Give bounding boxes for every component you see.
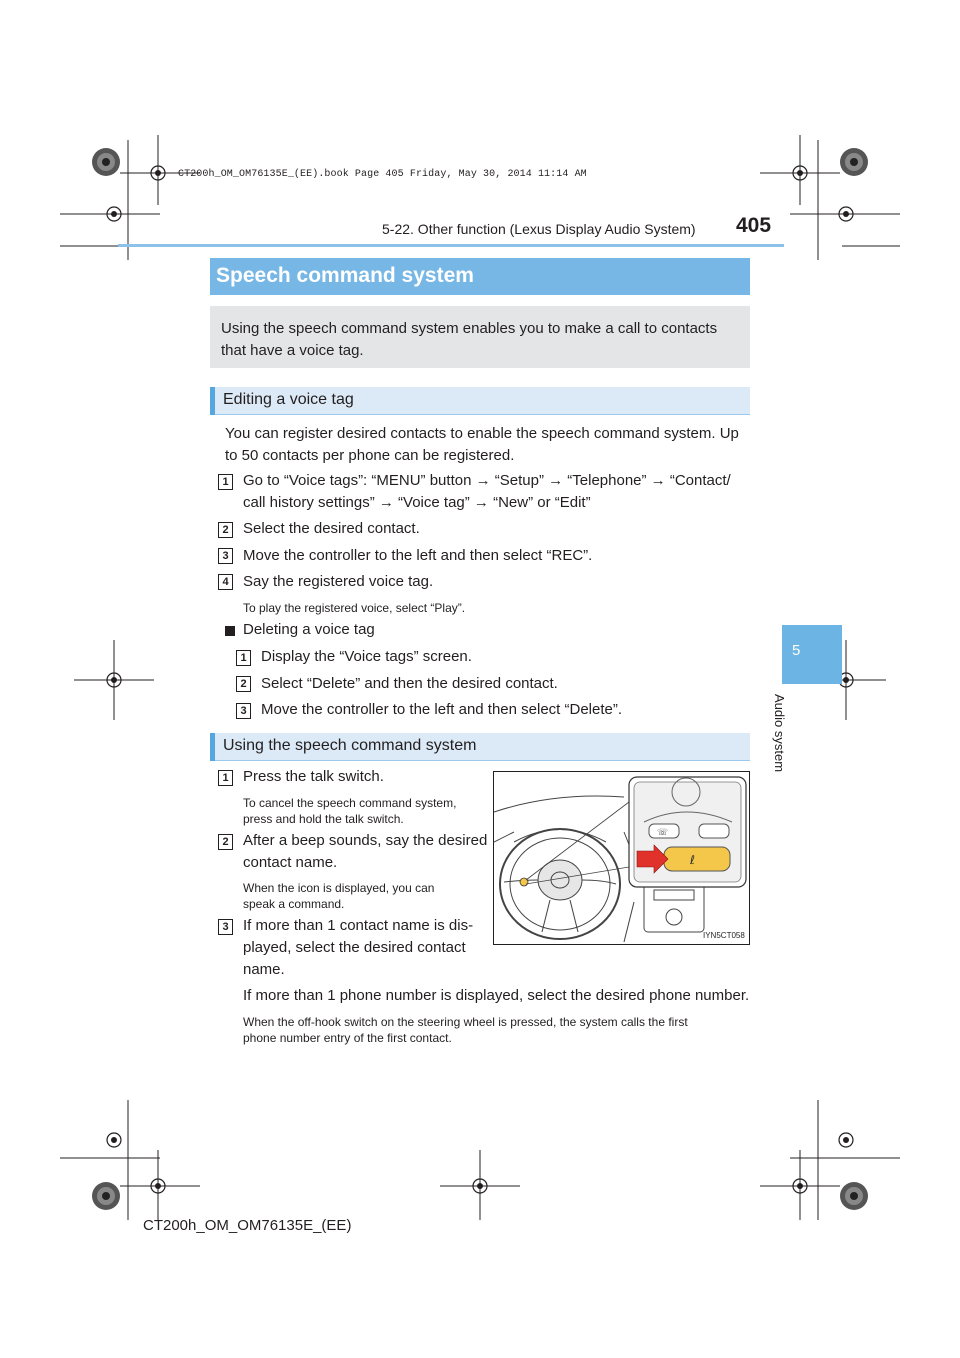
using-extra-note-line2: phone number entry of the first contact.: [243, 1031, 452, 1045]
deleting-step-1: Display the “Voice tags” screen.: [261, 648, 472, 665]
editing-step-4: Say the registered voice tag.: [243, 573, 434, 590]
intro-box: [210, 306, 750, 368]
subsection-using-title: Using the speech command system: [223, 737, 477, 754]
editing-step-2: Select the desired contact.: [243, 520, 420, 537]
subsection-using-header: [210, 733, 750, 761]
square-bullet-icon: [225, 626, 235, 636]
using-step-2-note-line2: speak a command.: [243, 897, 345, 911]
editing-step-1-line2: call history settings” → “Voice tag” → “New” or “Edit”: [243, 494, 591, 511]
using-step-2-line2: contact name.: [243, 854, 338, 871]
footer-document-id: CT200h_OM_OM76135E_(EE): [143, 1217, 352, 1234]
steering-wheel-illustration: [493, 771, 750, 945]
page-number: 405: [736, 214, 772, 237]
editing-step-4-note: To play the registered voice, select “Play”.: [243, 601, 466, 615]
svg-text:☏: ☏: [657, 828, 669, 838]
deleting-title: Deleting a voice tag: [243, 621, 375, 638]
using-step-1: Press the talk switch.: [243, 768, 384, 785]
subsection-editing-title: Editing a voice tag: [223, 391, 354, 408]
chapter-title: 5-22. Other function (Lexus Display Audio System): [382, 221, 696, 237]
step-number: 4: [218, 574, 233, 590]
chapter-side-label: [772, 694, 805, 784]
svg-text:ℓ: ℓ: [690, 853, 695, 867]
using-step-1-note-line2: press and hold the talk switch.: [243, 812, 404, 826]
step-number: 2: [218, 522, 233, 538]
editing-step-1-line1: Go to “Voice tags”: “MENU” button → “Setup” → “Telephone” → “Contact/: [243, 472, 731, 489]
step-number: 2: [218, 834, 233, 850]
step-number: 3: [218, 919, 233, 935]
using-step-3-line3: name.: [243, 961, 285, 978]
editing-description: You can register desired contacts to enable the speech command system. Up to 50 contacts per phone can be registered.: [225, 425, 739, 464]
editing-step-3: Move the controller to the left and then select “REC”.: [243, 547, 593, 564]
step-number: 3: [218, 548, 233, 564]
using-step-1-note-line1: To cancel the speech command system,: [243, 796, 457, 810]
step-number: 1: [236, 650, 251, 666]
using-step-2-line1: After a beep sounds, say the desired: [243, 832, 488, 849]
step-number: 1: [218, 474, 233, 490]
steering-wheel-drawing: [494, 772, 750, 945]
chapter-tab: [782, 625, 842, 684]
deleting-step-3: Move the controller to the left and then select “Delete”.: [261, 701, 623, 718]
step-number: 1: [218, 770, 233, 786]
chapter-side-label-text: Audio system: [772, 694, 787, 773]
deleting-step-2: Select “Delete” and then the desired contact.: [261, 675, 558, 692]
book-info: CT200h_OM_OM76135E_(EE).book Page 405 Friday, May 30, 2014 11:14 AM: [178, 169, 587, 180]
using-step-2-note-line1: When the icon is displayed, you can: [243, 881, 435, 895]
using-extra-note-line1: When the off-hook switch on the steering wheel is pressed, the system calls the first: [243, 1015, 688, 1029]
using-extra-text: If more than 1 phone number is displayed, select the desired phone number.: [243, 987, 750, 1004]
section-title: Speech command system: [216, 264, 474, 287]
subsection-editing-header: [210, 387, 750, 415]
chapter-tab-number: 5: [792, 642, 801, 659]
step-number: 2: [236, 676, 251, 692]
section-title-bar: [210, 258, 750, 295]
using-step-3-line1: If more than 1 contact name is dis-: [243, 917, 474, 934]
intro-text: Using the speech command system enables you to make a call to contacts that have a voice tag.: [221, 320, 718, 359]
step-number: 3: [236, 703, 251, 719]
illustration-code: IYN5CT058: [703, 931, 745, 940]
header-rule: [118, 244, 784, 247]
using-step-3-line2: played, select the desired contact: [243, 939, 466, 956]
